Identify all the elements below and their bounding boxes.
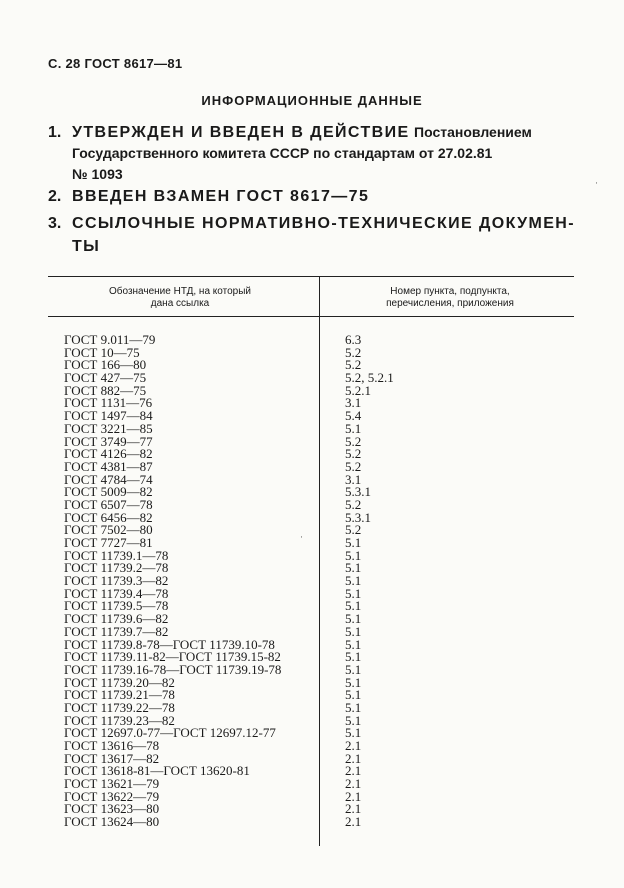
row-designation: ГОСТ 12697.0-77—ГОСТ 12697.12-77 xyxy=(64,725,276,741)
table-header-paragraph xyxy=(330,286,570,310)
item-bold-text: УТВЕРЖДЕН И ВВЕДЕН В ДЕЙСТВИЕ xyxy=(72,124,410,141)
row-designation: ГОСТ 7502—80 xyxy=(64,522,153,538)
row-designation: ГОСТ 3749—77 xyxy=(64,433,153,449)
row-designation: ГОСТ 166—80 xyxy=(64,357,147,373)
row-designation: ГОСТ 11739.22—78 xyxy=(64,699,175,715)
row-paragraph: 5.2 xyxy=(345,357,362,373)
row-paragraph: 5.3.1 xyxy=(345,509,371,525)
table-row xyxy=(0,739,624,752)
row-paragraph: 5.2.1 xyxy=(345,382,371,398)
table-row xyxy=(0,333,624,346)
item-text-line2: Государственного комитета СССР по стандартам от 27.02.81 xyxy=(72,145,493,161)
row-designation: ГОСТ 11739.16-78—ГОСТ 11739.19-78 xyxy=(64,661,282,677)
row-designation: ГОСТ 4126—82 xyxy=(64,446,153,462)
row-paragraph: 6.3 xyxy=(345,332,362,347)
row-paragraph: 5.1 xyxy=(345,636,362,652)
table-row xyxy=(0,409,624,422)
row-paragraph: 5.2 xyxy=(345,522,362,538)
row-designation: ГОСТ 11739.4—78 xyxy=(64,585,169,601)
row-paragraph: 5.3.1 xyxy=(345,484,371,500)
row-designation: ГОСТ 13624—80 xyxy=(64,814,160,830)
row-designation: ГОСТ 882—75 xyxy=(64,382,147,398)
header-line: дана ссылка xyxy=(150,298,210,309)
row-designation: ГОСТ 3221—85 xyxy=(64,420,153,436)
row-paragraph: 5.4 xyxy=(345,408,362,424)
row-paragraph: 5.1 xyxy=(345,573,362,589)
table-row xyxy=(0,536,624,549)
row-designation: ГОСТ 11739.3—82 xyxy=(64,573,169,589)
row-designation: ГОСТ 11739.2—78 xyxy=(64,560,169,576)
row-designation: ГОСТ 13621—79 xyxy=(64,776,160,792)
table-row xyxy=(0,777,624,790)
row-designation: ГОСТ 6507—78 xyxy=(64,496,153,512)
table-row xyxy=(0,574,624,587)
table-header-designation xyxy=(60,286,300,310)
row-paragraph: 2.1 xyxy=(345,776,362,792)
table-row xyxy=(0,371,624,384)
item-bold-text: ВВЕДЕН ВЗАМЕН ГОСТ 8617—75 xyxy=(72,188,370,205)
row-paragraph: 5.1 xyxy=(345,598,362,614)
item-bold-text: ССЫЛОЧНЫЕ НОРМАТИВНО-ТЕХНИЧЕСКИЕ ДОКУМЕН- xyxy=(72,215,575,232)
row-designation: ГОСТ 13623—80 xyxy=(64,801,160,817)
row-designation: ГОСТ 1131—76 xyxy=(64,395,153,411)
table-row xyxy=(0,625,624,638)
row-paragraph: 5.2 xyxy=(345,458,362,474)
row-designation: ГОСТ 13618-81—ГОСТ 13620-81 xyxy=(64,763,250,779)
row-paragraph: 2.1 xyxy=(345,738,362,753)
row-designation: ГОСТ 4784—74 xyxy=(64,471,153,487)
table-header-rule xyxy=(48,316,574,317)
item-text-line2: ТЫ xyxy=(72,238,101,255)
table-row xyxy=(0,422,624,435)
row-designation: ГОСТ 11739.21—78 xyxy=(64,687,175,703)
table-row xyxy=(0,447,624,460)
row-designation: ГОСТ 13617—82 xyxy=(64,750,160,766)
row-designation: ГОСТ 11739.6—82 xyxy=(64,611,169,627)
row-paragraph: 5.2 xyxy=(345,446,362,462)
table-body xyxy=(0,333,624,828)
row-paragraph: 5.2 xyxy=(345,344,362,360)
row-paragraph: 5.1 xyxy=(345,687,362,703)
row-designation: ГОСТ 4381—87 xyxy=(64,458,153,474)
row-designation: ГОСТ 11739.7—82 xyxy=(64,623,169,639)
info-item-2 xyxy=(48,188,588,206)
table-row xyxy=(0,612,624,625)
row-paragraph: 5.1 xyxy=(345,725,362,741)
row-designation: ГОСТ 9.011—79 xyxy=(64,332,156,347)
item-number: 2. xyxy=(48,188,62,205)
row-designation: ГОСТ 1497—84 xyxy=(64,408,153,424)
row-designation: ГОСТ 11739.8-78—ГОСТ 11739.10-78 xyxy=(64,636,275,652)
table-row xyxy=(0,498,624,511)
row-paragraph: 5.1 xyxy=(345,674,362,690)
row-designation: ГОСТ 6456—82 xyxy=(64,509,153,525)
row-paragraph: 5.2, 5.2.1 xyxy=(345,370,394,386)
row-paragraph: 5.1 xyxy=(345,699,362,715)
row-designation: ГОСТ 11739.1—78 xyxy=(64,547,169,563)
row-paragraph: 2.1 xyxy=(345,788,362,804)
table-row xyxy=(0,663,624,676)
row-paragraph: 5.1 xyxy=(345,535,362,550)
row-designation: ГОСТ 11739.20—82 xyxy=(64,674,175,690)
row-designation: ГОСТ 7727—81 xyxy=(64,535,153,550)
row-paragraph: 5.1 xyxy=(345,420,362,436)
row-paragraph: 5.1 xyxy=(345,547,362,563)
table-row xyxy=(0,460,624,473)
item-text: Постановлением xyxy=(414,124,532,140)
row-paragraph: 5.1 xyxy=(345,661,362,677)
table-row xyxy=(0,650,624,663)
item-number: 3. xyxy=(48,215,62,232)
row-designation: ГОСТ 427—75 xyxy=(64,370,147,386)
row-paragraph: 2.1 xyxy=(345,750,362,766)
header-line: перечисления, приложения xyxy=(386,298,514,309)
row-paragraph: 3.1 xyxy=(345,471,362,487)
row-paragraph: 3.1 xyxy=(345,395,362,411)
row-designation: ГОСТ 10—75 xyxy=(64,344,140,360)
row-designation: ГОСТ 11739.5—78 xyxy=(64,598,169,614)
row-paragraph: 5.1 xyxy=(345,585,362,601)
row-paragraph: 5.1 xyxy=(345,712,362,728)
row-designation: ГОСТ 13616—78 xyxy=(64,738,160,753)
item-text-line3: № 1093 xyxy=(72,166,123,182)
table-top-rule xyxy=(48,276,574,277)
row-paragraph: 5.1 xyxy=(345,560,362,576)
section-title: ИНФОРМАЦИОННЫЕ ДАННЫЕ xyxy=(201,93,423,108)
item-number: 1. xyxy=(48,124,62,141)
info-item-1 xyxy=(48,122,588,185)
row-designation: ГОСТ 13622—79 xyxy=(64,788,160,804)
row-paragraph: 5.1 xyxy=(345,611,362,627)
row-paragraph: 5.2 xyxy=(345,496,362,512)
row-paragraph: 2.1 xyxy=(345,801,362,817)
print-speck: · xyxy=(300,532,303,542)
row-paragraph: 5.1 xyxy=(345,649,362,665)
row-paragraph: 2.1 xyxy=(345,814,362,830)
header-line: Номер пункта, подпункта, xyxy=(390,286,510,297)
info-item-3 xyxy=(48,212,588,258)
row-paragraph: 5.2 xyxy=(345,433,362,449)
print-speck: · xyxy=(595,178,598,188)
page-header: С. 28 ГОСТ 8617—81 xyxy=(48,56,183,71)
header-line: Обозначение НТД, на который xyxy=(108,286,251,297)
row-designation: ГОСТ 5009—82 xyxy=(64,484,153,500)
table-row xyxy=(0,815,624,828)
table-row xyxy=(0,701,624,714)
row-designation: ГОСТ 11739.23—82 xyxy=(64,712,175,728)
row-paragraph: 5.1 xyxy=(345,623,362,639)
row-designation: ГОСТ 11739.11-82—ГОСТ 11739.15-82 xyxy=(64,649,281,665)
row-paragraph: 2.1 xyxy=(345,763,362,779)
